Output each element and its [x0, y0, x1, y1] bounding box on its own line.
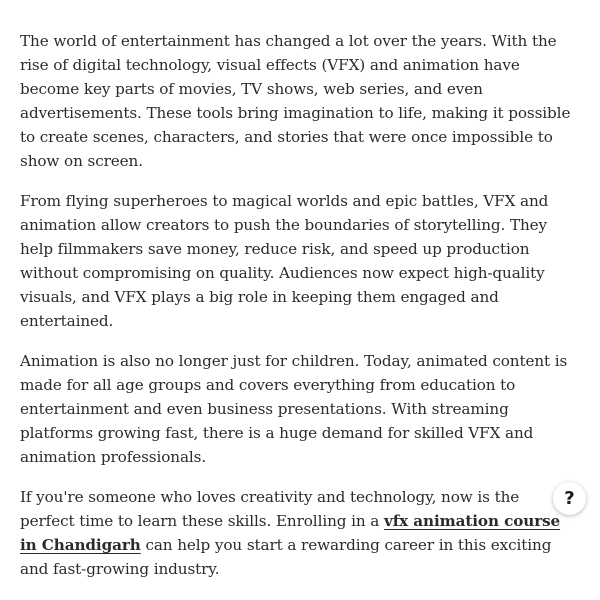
paragraph-cta-before: If you're someone who loves creativity and technology, now is the perfect time to learn these skills. Enrolling in a [20, 488, 520, 530]
course-link[interactable]: vfx animation course in Chandigarh [20, 512, 561, 554]
paragraph-cta [20, 485, 575, 581]
paragraph-storytelling: From flying superheroes to magical worlds and epic battles, VFX and animation allow creators to push the boundaries of storytelling. They help filmmakers save money, reduce risk, and speed up production without compromising on quality. Audiences now expect high-quality visuals, and VFX plays a big role in keeping them engaged and entertained. [20, 192, 549, 330]
question-mark-icon: ? [564, 488, 575, 509]
paragraph-intro: The world of entertainment has changed a lot over the years. With the rise of digital technology, visual effects (VFX) and animation have become key parts of movies, TV shows, web series, and even advertisements. These tools bring imagination to life, making it possible to create scenes, characters, and stories that were once impossible to show on screen. [20, 32, 571, 170]
paragraph-animation: Animation is also no longer just for children. Today, animated content is made for all age groups and covers everything from education to entertainment and even business presentations. With streaming platforms growing fast, there is a huge demand for skilled VFX and animation professionals. [20, 352, 568, 466]
help-button[interactable] [553, 482, 586, 515]
paragraph-cta-after: can help you start a rewarding career in this exciting and fast-growing industry. [20, 536, 552, 578]
article-body [20, 29, 575, 597]
